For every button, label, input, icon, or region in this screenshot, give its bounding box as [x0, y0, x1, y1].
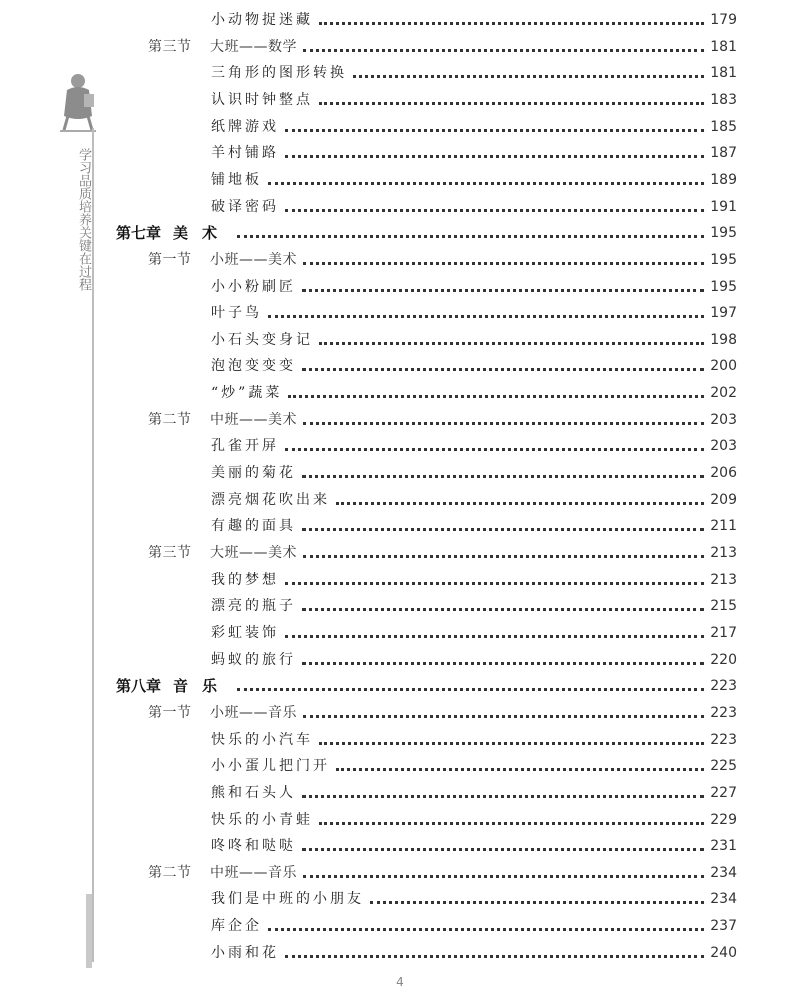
toc-chapter[interactable]: [116, 672, 737, 696]
toc-item[interactable]: [211, 139, 737, 163]
series-title: 学习品质培养关键在过程: [76, 148, 91, 291]
toc-title: 快乐的小青蛙: [211, 811, 313, 828]
toc-page-number: 237: [710, 918, 737, 935]
dot-leader: [302, 475, 704, 478]
dot-leader: [302, 528, 704, 531]
dot-leader: [319, 822, 704, 825]
toc-item[interactable]: [211, 806, 737, 830]
dot-leader: [336, 502, 704, 505]
toc-page-number: 191: [710, 198, 737, 215]
toc-title: 快乐的小汽车: [211, 731, 313, 748]
dot-leader: [303, 49, 704, 52]
toc-item[interactable]: [211, 939, 737, 963]
dot-leader: [302, 848, 704, 851]
dot-leader: [268, 928, 704, 931]
section-title: 大班——美术: [210, 545, 297, 561]
section-title: 中班——音乐: [210, 864, 297, 881]
dot-leader: [285, 955, 704, 958]
toc-title: [148, 863, 297, 883]
toc-title: 漂亮烟花吹出来: [211, 491, 330, 508]
toc-title: 认识时钟整点: [211, 91, 313, 108]
toc-page-number: 187: [710, 145, 737, 162]
toc-page-number: 209: [710, 491, 737, 508]
toc-title: 羊村铺路: [211, 145, 279, 162]
toc-item[interactable]: [211, 379, 737, 403]
toc-title: 泡泡变变变: [211, 358, 296, 375]
dot-leader: [285, 582, 704, 585]
toc-section[interactable]: [148, 539, 737, 563]
section-number: 第一节: [148, 251, 192, 268]
toc-page-number: 179: [710, 12, 737, 28]
toc-page-number: 223: [710, 704, 737, 721]
toc-page-number: 240: [710, 944, 737, 961]
dot-leader: [302, 795, 704, 798]
chapter-title: 音乐: [173, 677, 232, 696]
dot-leader: [268, 315, 704, 318]
section-number: 第三节: [148, 38, 192, 55]
dot-leader: [319, 742, 704, 745]
dot-leader: [319, 102, 704, 105]
dot-leader: [268, 182, 704, 185]
section-number: 第三节: [148, 545, 192, 561]
toc-title: 纸牌游戏: [211, 118, 279, 135]
toc-title: 叶子鸟: [211, 305, 262, 322]
toc-chapter[interactable]: [116, 219, 737, 243]
dot-leader: [303, 715, 704, 718]
dot-leader: [353, 75, 704, 78]
toc-section[interactable]: [148, 246, 737, 270]
page-number: 4: [396, 975, 404, 989]
toc-title: 小雨和花: [211, 944, 279, 961]
toc-item[interactable]: [211, 486, 737, 510]
section-title: 小班——音乐: [210, 704, 297, 721]
toc-item[interactable]: [211, 326, 737, 350]
section-title: 小班——美术: [210, 251, 297, 268]
toc-title: 破译密码: [211, 198, 279, 215]
toc-item[interactable]: [211, 459, 737, 483]
toc-title: 咚咚和哒哒: [211, 838, 296, 855]
section-number: 第二节: [148, 411, 192, 428]
toc-title: [116, 223, 231, 243]
dot-leader: [285, 448, 704, 451]
toc-item[interactable]: [211, 912, 737, 936]
toc-page-number: 220: [710, 651, 737, 668]
dot-leader: [303, 262, 704, 265]
toc-page-number: 195: [710, 225, 737, 242]
toc-page-number: 206: [710, 465, 737, 482]
toc-section[interactable]: [148, 33, 737, 57]
toc-item[interactable]: [211, 6, 737, 30]
section-title: 中班——美术: [210, 411, 297, 428]
chapter-number: 第八章: [116, 677, 162, 696]
toc-section[interactable]: [148, 859, 737, 883]
toc-item[interactable]: [211, 352, 737, 376]
toc-item[interactable]: [211, 113, 737, 137]
toc-page-number: 198: [710, 331, 737, 348]
dot-leader: [302, 289, 704, 292]
toc-item[interactable]: [211, 193, 737, 217]
toc-title: 有趣的面具: [211, 518, 296, 535]
dot-leader: [237, 235, 704, 238]
dot-leader: [302, 368, 704, 371]
dot-leader: [303, 555, 704, 558]
toc-item[interactable]: [211, 885, 737, 909]
toc-title: [148, 37, 297, 57]
toc-page-number: 203: [710, 438, 737, 455]
chapter-title: 美术: [173, 224, 232, 243]
toc-title: [148, 410, 297, 430]
dot-leader: [302, 608, 704, 611]
dot-leader: [303, 875, 704, 878]
toc-page-number: 211: [710, 518, 737, 535]
dot-leader: [303, 422, 704, 425]
toc-title: 小小粉刷匠: [211, 278, 296, 295]
toc-item[interactable]: [211, 619, 737, 643]
toc-title: [148, 543, 297, 563]
toc-title: 彩虹装饰: [211, 624, 279, 641]
toc-item[interactable]: [211, 566, 737, 590]
toc-item[interactable]: [211, 299, 737, 323]
toc-page-number: 181: [710, 65, 737, 82]
toc-section[interactable]: [148, 699, 737, 723]
toc-item[interactable]: [211, 752, 737, 776]
toc-item[interactable]: [211, 832, 737, 856]
toc-page-number: 213: [710, 571, 737, 588]
toc-title: [148, 250, 297, 270]
toc-page-number: 185: [710, 118, 737, 135]
toc-page-number: 223: [710, 731, 737, 748]
dot-leader: [319, 22, 704, 25]
toc-title: 小小蛋儿把门开: [211, 758, 330, 775]
toc-page-number: 229: [710, 811, 737, 828]
toc-item[interactable]: [211, 59, 737, 83]
toc-item[interactable]: [211, 592, 737, 616]
toc-item[interactable]: [211, 726, 737, 750]
toc-page-number: 195: [710, 278, 737, 295]
toc-page-number: 189: [710, 171, 737, 188]
dot-leader: [285, 635, 704, 638]
toc-page-number: 203: [710, 411, 737, 428]
dot-leader: [336, 768, 704, 771]
toc-item[interactable]: [211, 273, 737, 297]
toc-title: 我们是中班的小朋友: [211, 891, 364, 908]
toc-page-number: 197: [710, 305, 737, 322]
toc-title: [116, 676, 231, 696]
toc-section[interactable]: [148, 406, 737, 430]
toc-title: 漂亮的瓶子: [211, 598, 296, 615]
toc-title: 熊和石头人: [211, 784, 296, 801]
dot-leader: [237, 688, 704, 691]
toc-page-number: 213: [710, 545, 737, 561]
toc-item[interactable]: [211, 646, 737, 670]
toc-page-number: 195: [710, 251, 737, 268]
toc-page-number: 202: [710, 385, 737, 402]
toc-page-number: 183: [710, 91, 737, 108]
toc-title: 我的梦想: [211, 571, 279, 588]
toc-page-number: 227: [710, 784, 737, 801]
toc-title: “炒”蔬菜: [211, 385, 283, 402]
dot-leader: [302, 662, 704, 665]
section-number: 第二节: [148, 864, 192, 881]
toc-item[interactable]: [211, 512, 737, 536]
toc-page-number: 231: [710, 838, 737, 855]
chapter-number: 第七章: [116, 224, 162, 243]
toc-page-number: 223: [710, 678, 737, 695]
toc-page-number: 181: [710, 38, 737, 55]
section-number: 第一节: [148, 704, 192, 721]
section-title: 大班——数学: [210, 38, 297, 55]
toc-title: 三角形的图形转换: [211, 65, 347, 82]
toc-title: 铺地板: [211, 171, 262, 188]
toc-title: 美丽的菊花: [211, 465, 296, 482]
toc-page-number: 234: [710, 891, 737, 908]
toc-page-number: 225: [710, 758, 737, 775]
dot-leader: [370, 901, 704, 904]
toc-title: 库企企: [211, 918, 262, 935]
toc-item[interactable]: [211, 86, 737, 110]
dot-leader: [319, 342, 704, 345]
toc-title: 孔雀开屏: [211, 438, 279, 455]
dot-leader: [285, 209, 704, 212]
toc-item[interactable]: [211, 779, 737, 803]
toc-page-number: 200: [710, 358, 737, 375]
dot-leader: [288, 395, 704, 398]
toc-title: [148, 703, 297, 723]
toc-title: 小石头变身记: [211, 331, 313, 348]
toc-item[interactable]: [211, 166, 737, 190]
toc-item[interactable]: [211, 432, 737, 456]
toc-page-number: 215: [710, 598, 737, 615]
dot-leader: [285, 155, 704, 158]
toc-page-number: 234: [710, 864, 737, 881]
toc-title: 蚂蚁的旅行: [211, 651, 296, 668]
dot-leader: [285, 129, 704, 132]
toc-title: 小动物捉迷藏: [211, 12, 313, 28]
toc-page-number: 217: [710, 624, 737, 641]
